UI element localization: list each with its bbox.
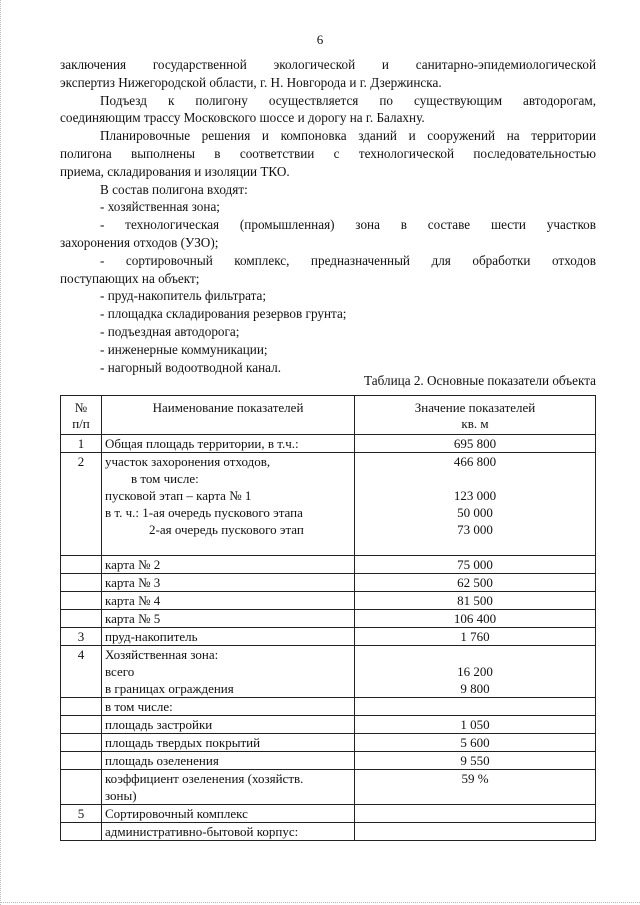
row-number: 4 bbox=[61, 646, 102, 698]
row-name: административно-бытовой корпус: bbox=[102, 823, 355, 841]
row-name-line: 2-ая очередь пускового этап bbox=[149, 522, 304, 537]
scan-edge-left bbox=[0, 0, 2, 905]
table-row bbox=[61, 716, 596, 734]
row-value: 9 550 bbox=[355, 752, 596, 770]
row-name-line: в том числе: bbox=[131, 471, 199, 486]
row-name: пруд-накопитель bbox=[102, 628, 355, 646]
row-number bbox=[61, 592, 102, 610]
paragraph-line: Планировочные решения и компоновка зданий и сооружений на территории bbox=[100, 128, 596, 144]
list-item: - пруд-накопитель фильтрата; bbox=[100, 288, 267, 304]
header-name: Наименование показателей bbox=[102, 396, 355, 435]
row-name-blank bbox=[105, 538, 351, 555]
table-row bbox=[61, 574, 596, 592]
row-number bbox=[61, 716, 102, 734]
table-caption: Таблица 2. Основные показатели объекта bbox=[364, 373, 596, 388]
row-value: 62 500 bbox=[355, 574, 596, 592]
header-value-line: Значение показателей bbox=[414, 400, 536, 415]
row-value bbox=[355, 823, 596, 841]
row-name bbox=[102, 770, 355, 805]
list-item: - инженерные коммуникации; bbox=[100, 341, 268, 357]
row-name-line: зоны) bbox=[105, 788, 137, 803]
paragraph-line: соединяющим трассу Московского шоссе и дорогу на г. Балахну. bbox=[60, 110, 425, 126]
row-name: Общая площадь территории, в т.ч.: bbox=[102, 435, 355, 453]
row-name-line: коэффициент озеленения (хозяйств. bbox=[105, 771, 304, 786]
row-value-blank bbox=[358, 646, 592, 663]
row-value bbox=[355, 805, 596, 823]
table-row bbox=[61, 805, 596, 823]
row-value: 1 050 bbox=[355, 716, 596, 734]
row-value-line: 123 000 bbox=[453, 488, 497, 503]
row-number bbox=[61, 574, 102, 592]
row-number bbox=[61, 770, 102, 805]
paragraph-line: В состав полигона входят: bbox=[100, 181, 248, 197]
table-row bbox=[61, 734, 596, 752]
row-name-line: Хозяйственная зона: bbox=[105, 647, 219, 662]
table-row bbox=[61, 453, 596, 556]
row-number: 3 bbox=[61, 628, 102, 646]
row-name: площадь застройки bbox=[102, 716, 355, 734]
table-header-row bbox=[61, 396, 596, 435]
table-row bbox=[61, 435, 596, 453]
row-value-blank bbox=[358, 470, 592, 487]
row-name-line: в границах ограждения bbox=[105, 681, 234, 696]
row-name: карта № 3 bbox=[102, 574, 355, 592]
row-value: 106 400 bbox=[355, 610, 596, 628]
header-num bbox=[61, 396, 102, 435]
header-num-line: № bbox=[74, 400, 88, 415]
row-name-line: всего bbox=[105, 664, 135, 679]
table-row bbox=[61, 698, 596, 716]
row-name: карта № 5 bbox=[102, 610, 355, 628]
scan-edge-bottom bbox=[0, 901, 640, 903]
row-name-line: пусковой этап – карта № 1 bbox=[105, 488, 252, 503]
row-number: 5 bbox=[61, 805, 102, 823]
paragraph-line: заключения государственной экологической и санитарно-эпидемиологической bbox=[60, 57, 596, 72]
row-number bbox=[61, 610, 102, 628]
header-value bbox=[355, 396, 596, 435]
indicators-table bbox=[60, 395, 596, 841]
row-value-line: 16 200 bbox=[457, 664, 493, 679]
row-value: 1 760 bbox=[355, 628, 596, 646]
paragraph-line: приема, складирования и изоляции ТКО. bbox=[60, 163, 290, 179]
row-value bbox=[355, 646, 596, 698]
table-row bbox=[61, 556, 596, 574]
row-name bbox=[102, 453, 355, 556]
row-name-line: участок захоронения отходов, bbox=[105, 454, 271, 469]
row-value-line: 73 000 bbox=[457, 522, 493, 537]
row-number bbox=[61, 556, 102, 574]
row-value bbox=[355, 698, 596, 716]
row-value bbox=[355, 453, 596, 556]
header-value-line: кв. м bbox=[461, 416, 489, 431]
row-name: карта № 2 bbox=[102, 556, 355, 574]
paragraph-line: Подъезд к полигону осуществляется по существующим автодорогам, bbox=[100, 92, 596, 108]
list-item: поступающих на объект; bbox=[60, 270, 200, 286]
list-item: - нагорный водоотводной канал. bbox=[100, 359, 282, 375]
table-row bbox=[61, 646, 596, 698]
row-value: 59 % bbox=[355, 770, 596, 805]
row-number bbox=[61, 752, 102, 770]
body-text bbox=[60, 56, 596, 376]
table-row bbox=[61, 628, 596, 646]
row-value: 695 800 bbox=[355, 435, 596, 453]
list-item: - хозяйственная зона; bbox=[100, 199, 220, 215]
page-number: 6 bbox=[316, 32, 324, 47]
row-name: в том числе: bbox=[102, 698, 355, 716]
table-row bbox=[61, 823, 596, 841]
row-value-blank bbox=[358, 538, 592, 555]
row-number bbox=[61, 823, 102, 841]
list-item: - технологическая (промышленная) зона в составе шести участков bbox=[100, 217, 596, 233]
row-value: 81 500 bbox=[355, 592, 596, 610]
row-number: 1 bbox=[61, 435, 102, 453]
row-value: 5 600 bbox=[355, 734, 596, 752]
row-value-line: 466 800 bbox=[453, 454, 497, 469]
list-item: - площадка складирования резервов грунта; bbox=[100, 306, 347, 322]
row-value-line: 50 000 bbox=[457, 505, 493, 520]
row-name-line: в т. ч.: 1-ая очередь пускового этапа bbox=[105, 505, 303, 520]
list-item: - подъездная автодорога; bbox=[100, 323, 240, 339]
row-name: Сортировочный комплекс bbox=[102, 805, 355, 823]
row-name: площадь твердых покрытий bbox=[102, 734, 355, 752]
header-num-line: п/п bbox=[72, 416, 90, 431]
list-item: захоронения отходов (УЗО); bbox=[60, 234, 219, 250]
row-name bbox=[102, 646, 355, 698]
paragraph-line: экспертиз Нижегородской области, г. Н. Новгорода и г. Дзержинска. bbox=[60, 74, 442, 90]
row-value: 75 000 bbox=[355, 556, 596, 574]
row-value-line: 9 800 bbox=[460, 681, 490, 696]
row-number: 2 bbox=[61, 453, 102, 556]
row-name: площадь озеленения bbox=[102, 752, 355, 770]
paragraph-line: полигона выполнены в соответствии с технологической последовательностью bbox=[60, 145, 596, 161]
row-number bbox=[61, 734, 102, 752]
row-name: карта № 4 bbox=[102, 592, 355, 610]
row-number bbox=[61, 698, 102, 716]
table-row bbox=[61, 610, 596, 628]
table-row bbox=[61, 592, 596, 610]
table-row bbox=[61, 752, 596, 770]
table-row bbox=[61, 770, 596, 805]
list-item: - сортировочный комплекс, предназначенный для обработки отходов bbox=[100, 252, 596, 268]
